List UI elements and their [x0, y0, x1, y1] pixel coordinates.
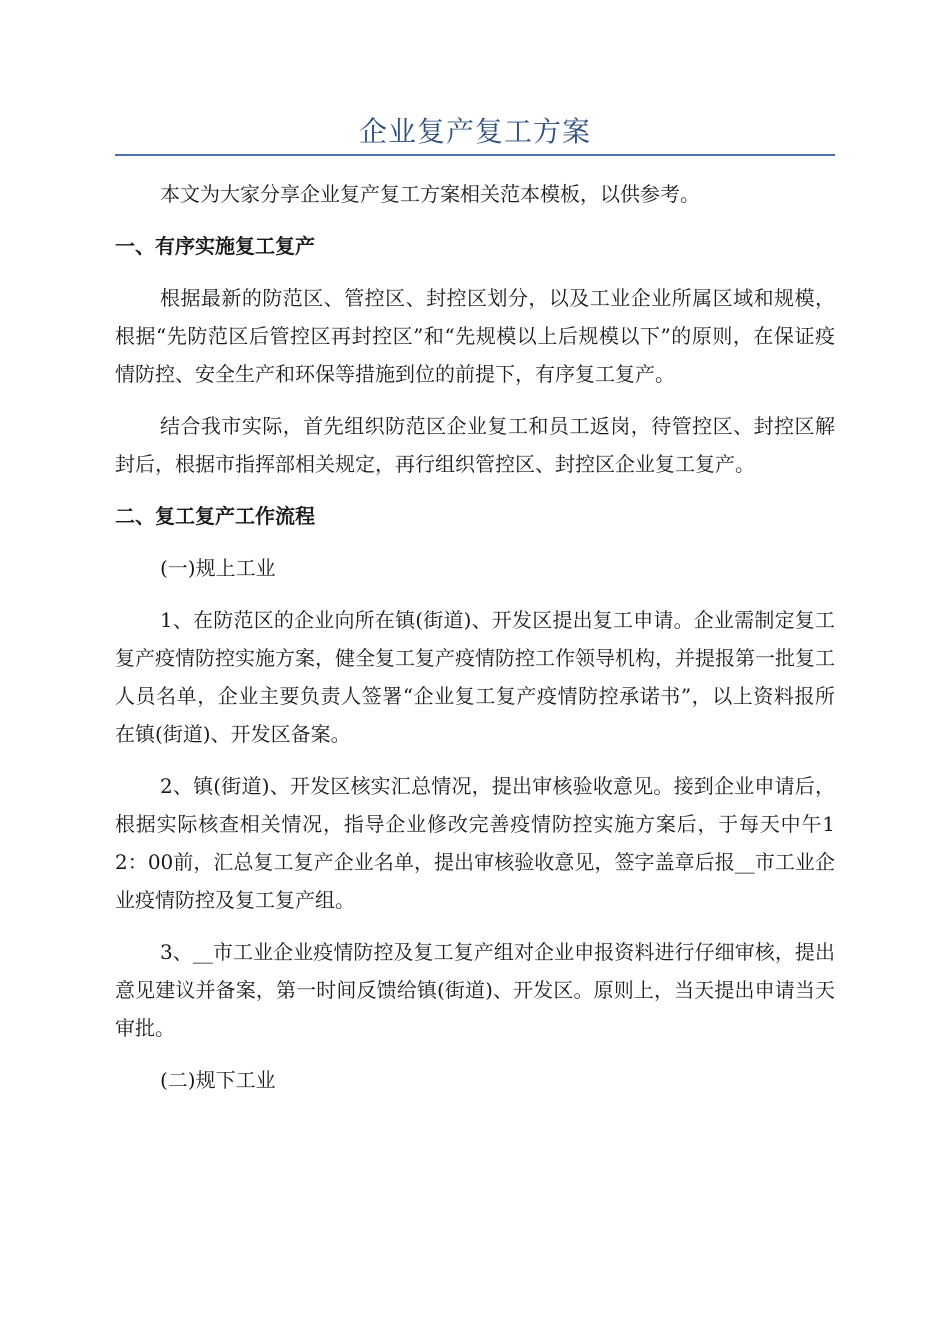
section-heading-1: 一、有序实施复工复产 — [115, 234, 315, 258]
list-item-1: 1、在防范区的企业向所在镇(街道)、开发区提出复工申请。企业需制定复工复产疫情防控实施方案，健全复工复产疫情防控工作领导机构，并提报第一批复工人员名单，企业主要负责人签署“企业复工复产疫情防控承诺书”，以上资料报所在镇(街道)、开发区备案。 — [115, 608, 835, 746]
subsection-heading-1: (一)规上工业 — [160, 556, 276, 580]
section1-paragraph-2: 结合我市实际，首先组织防范区企业复工和员工返岗，待管控区、封控区解封后，根据市指挥部相关规定，再行组织管控区、封控区企业复工复产。 — [115, 414, 835, 476]
title-underline — [115, 154, 835, 156]
document-title: 企业复产复工方案 — [358, 115, 591, 148]
list-item-3: 3、__市工业企业疫情防控及复工复产组对企业申报资料进行仔细审核，提出意见建议并备案，第一时间反馈给镇(街道)、开发区。原则上，当天提出申请当天审批。 — [115, 940, 835, 1040]
document-body — [115, 175, 835, 1113]
intro-paragraph: 本文为大家分享企业复产复工方案相关范本模板，以供参考。 — [160, 182, 700, 206]
subsection-heading-2: (二)规下工业 — [160, 1068, 276, 1092]
section-heading-2: 二、复工复产工作流程 — [115, 504, 315, 528]
section1-paragraph-1: 根据最新的防范区、管控区、封控区划分，以及工业企业所属区域和规模，根据“先防范区后管控区再封控区”和“先规模以上后规模以下”的原则，在保证疫情防控、安全生产和环保等措施到位的前提下，有序复工复产。 — [115, 286, 835, 386]
list-item-2: 2、镇(街道)、开发区核实汇总情况，提出审核验收意见。接到企业申请后，根据实际核查相关情况，指导企业修改完善疫情防控实施方案后，于每天中午12：00前，汇总复工复产企业名单，提出审核验收意见，签字盖章后报__市工业企业疫情防控及复工复产组。 — [115, 774, 835, 912]
